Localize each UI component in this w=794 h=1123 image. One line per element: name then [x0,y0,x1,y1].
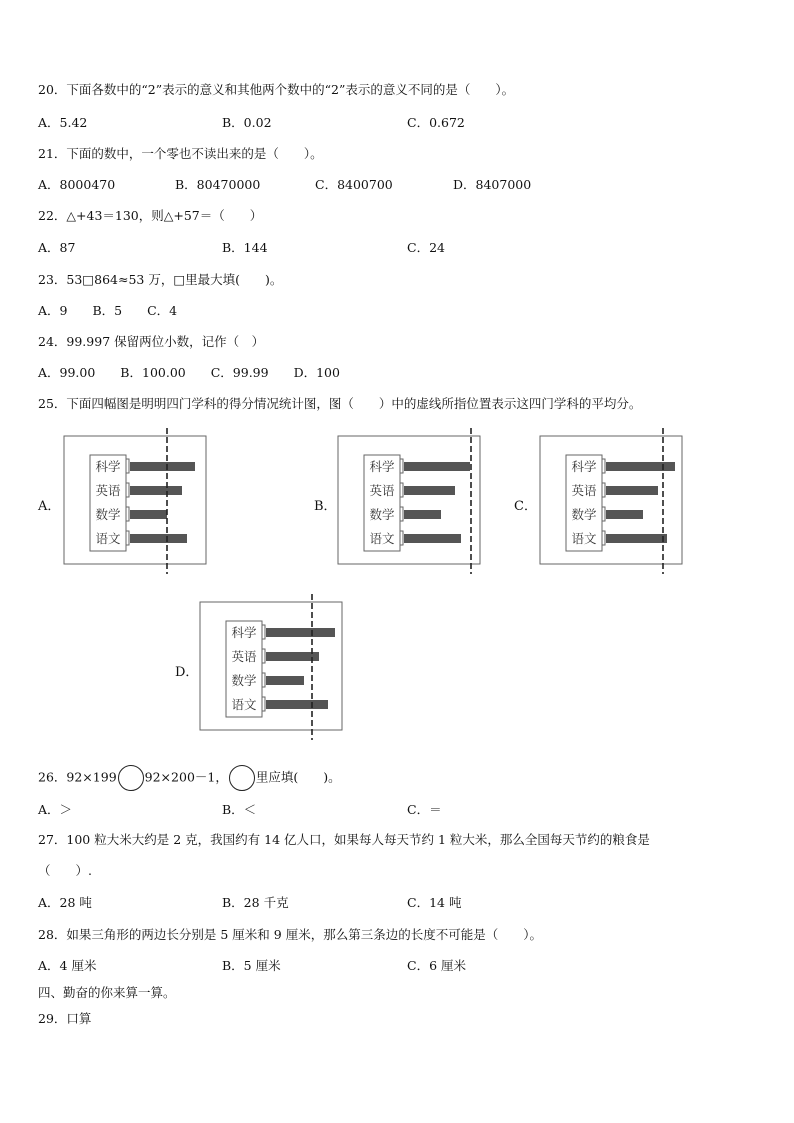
subject-bar [404,462,470,471]
q22-option-c[interactable]: C．24 [407,240,445,255]
subject-label: 数学 [231,673,257,688]
subject-bar [606,462,675,471]
chart-frame [338,436,480,564]
q27-option-b[interactable]: B．28 千克 [222,895,289,910]
subject-label: 科学 [231,625,257,640]
compare-circle-icon[interactable] [118,765,144,791]
question-22-stem: 22．△+43＝130，则△+57＝（ ） [38,208,263,223]
question-24-stem: 24．99.997 保留两位小数，记作（ ） [38,334,265,349]
q22-option-a[interactable]: A．87 [38,240,76,255]
q27-option-c[interactable]: C．14 吨 [407,895,462,910]
subject-label: 语文 [231,697,257,712]
q21-option-b[interactable]: B．80470000 [175,177,261,192]
chart-a-letter[interactable]: A． [38,499,61,514]
question-21-stem: 21．下面的数中，一个零也不读出来的是（ ）。 [38,146,323,161]
chart-c[interactable] [538,428,688,574]
subject-bar [266,628,335,637]
chart-b[interactable] [336,428,486,574]
q24-options[interactable]: A．99.00 B．100.00 C．99.99 D．100 [38,365,340,380]
q26-option-a[interactable]: A．＞ [38,802,73,817]
subject-bar [130,462,195,471]
subject-bar [606,534,667,543]
question-25-stem: 25．下面四幅图是明明四门学科的得分情况统计图，图（ ）中的虚线所指位置表示这四门学科的平均分。 [38,396,642,411]
subject-bar [606,486,658,495]
question-27-stem-cont: （ ）. [38,863,92,878]
q28-option-b[interactable]: B．5 厘米 [222,958,281,973]
subject-bar [404,510,441,519]
q26-part1: 26．92×199 [38,769,117,785]
question-29-stem: 29．口算 [38,1011,92,1026]
question-23-stem: 23．53□864≈53 万，□里最大填( )。 [38,272,283,287]
q20-option-a[interactable]: A．5.42 [38,115,88,130]
q27-option-a[interactable]: A．28 吨 [38,895,92,910]
q26-option-c[interactable]: C．＝ [407,802,442,817]
chart-b-letter[interactable]: B． [314,499,337,514]
chart-a-svg [62,428,212,574]
question-26-stem [38,765,341,791]
q26-option-b[interactable]: B．＜ [222,802,257,817]
subject-label: 数学 [369,507,395,522]
q22-option-b[interactable]: B．144 [222,240,268,255]
question-27-stem: 27．100 粒大米大约是 2 克，我国约有 14 亿人口，如果每人每天节约 1 粒大米，那么全国每天节约的粮食是 [38,832,650,847]
subject-label: 英语 [231,649,257,664]
q28-option-c[interactable]: C．6 厘米 [407,958,466,973]
chart-d-letter[interactable]: D． [175,665,199,680]
q28-option-a[interactable]: A．4 厘米 [38,958,97,973]
subject-label: 数学 [571,507,597,522]
subject-bar [266,700,328,709]
subject-bar [130,510,167,519]
chart-d-svg [198,594,348,740]
subject-bar [404,486,455,495]
answer-circle-icon [229,765,255,791]
q20-option-b[interactable]: B．0.02 [222,115,272,130]
section-4-heading: 四、勤奋的你来算一算。 [38,985,176,1000]
question-28-stem: 28．如果三角形的两边长分别是 5 厘米和 9 厘米，那么第三条边的长度不可能是（ ）。 [38,927,542,942]
subject-label: 语文 [571,531,597,546]
chart-d[interactable] [198,594,348,740]
chart-frame [64,436,206,564]
subject-label: 科学 [571,459,597,474]
subject-label: 语文 [369,531,395,546]
chart-b-svg [336,428,486,574]
subject-bar [266,652,319,661]
subject-label: 语文 [95,531,121,546]
question-20-stem: 20．下面各数中的“2”表示的意义和其他两个数中的“2”表示的意义不同的是（ ）。 [38,82,515,97]
subject-label: 英语 [95,483,121,498]
subject-label: 科学 [369,459,395,474]
q20-option-c[interactable]: C．0.672 [407,115,465,130]
subject-bar [606,510,643,519]
chart-c-svg [538,428,688,574]
q21-option-a[interactable]: A．8000470 [38,177,116,192]
chart-a[interactable] [62,428,212,574]
q26-part2: 92×200－1， [144,769,228,785]
subject-label: 英语 [369,483,395,498]
q21-option-d[interactable]: D．8407000 [453,177,532,192]
subject-bar [130,534,187,543]
subject-label: 英语 [571,483,597,498]
subject-bar [130,486,182,495]
q21-option-c[interactable]: C．8400700 [315,177,393,192]
chart-c-letter[interactable]: C． [514,499,537,514]
chart-frame [200,602,342,730]
q23-options[interactable]: A．9 B．5 C．4 [38,303,178,318]
subject-bar [404,534,461,543]
subject-bar [266,676,304,685]
chart-frame [540,436,682,564]
subject-label: 科学 [95,459,121,474]
subject-label: 数学 [95,507,121,522]
q26-part3: 里应填( )。 [255,769,341,785]
